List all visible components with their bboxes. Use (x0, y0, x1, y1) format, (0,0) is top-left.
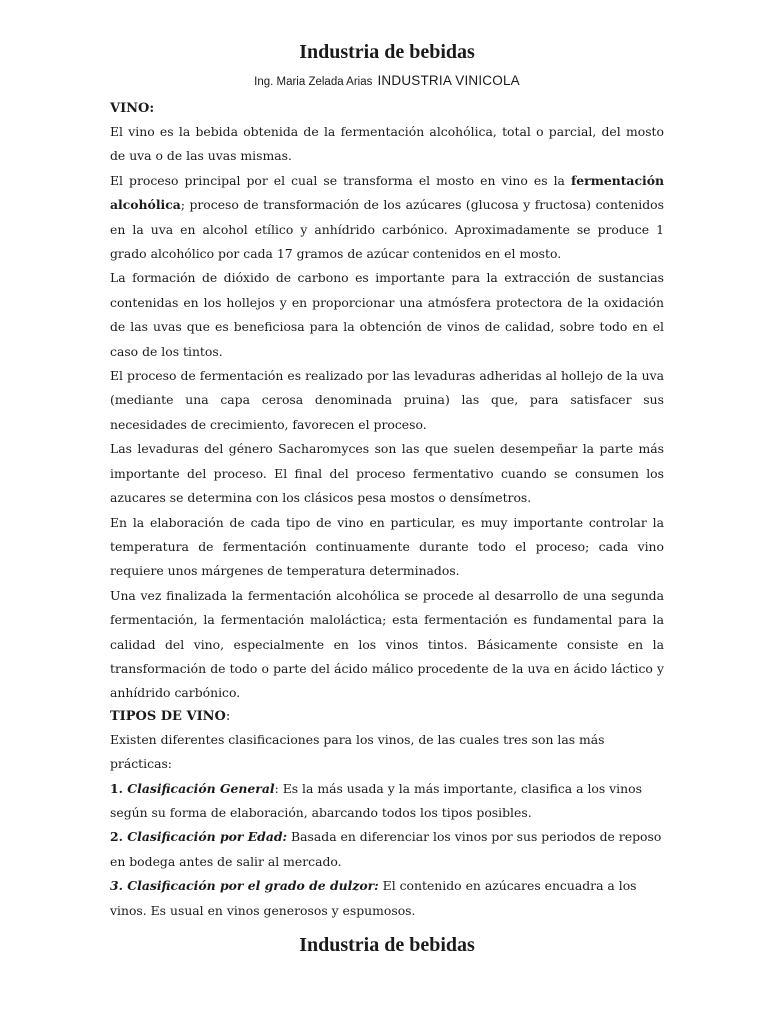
section-heading-vino: VINO: (110, 101, 155, 116)
paragraph-3: La formación de dióxido de carbono es importante para la extracción de sustancias contenidas en los hollejos y en proporcionar una atmósfera protectora de la oxidación de las uvas que es beneficiosa para la obtención de vinos de calidad, sobre todo en el caso de los tintos. (110, 270, 664, 359)
paragraph-4: El proceso de fermentación es realizado por las levaduras adheridas al hollejo de la uva (mediante una capa cerosa denominada pruina) las que, para satisfacer sus necesidades de crecimiento, favorecen el proceso. (110, 368, 664, 432)
paragraph-1: El vino es la bebida obtenida de la fermentación alcohólica, total o parcial, del mosto de uva o de las uvas mismas. (110, 124, 664, 164)
paragraph-7: Una vez finalizada la fermentación alcohólica se procede al desarrollo de una segunda fermentación, la fermentación maloláctica; esta fermentación es fundamental para la calidad del vino, especialmente en los vinos tintos. Básicamente consiste en la transformación de todo o parte del ácido málico procedente de la uva en ácido láctico y anhídrido carbónico. (110, 587, 664, 701)
classification-2-number: 2. (110, 829, 123, 845)
tipos-heading-text: TIPOS DE VINO (110, 708, 226, 724)
author-name: Ing. Maria Zelada Arias (254, 76, 373, 88)
classification-item-2 (110, 825, 664, 874)
classification-3-text: El contenido en azúcares encuadra a los vinos. Es usual en vinos generosos y espumosos. (110, 878, 637, 918)
paragraph-8: Existen diferentes clasificaciones para los vinos, de las cuales tres son las más prácticas: (110, 731, 605, 772)
classification-3-number: 3. (110, 878, 123, 894)
paragraph-2-pre: El proceso principal por el cual se transforma el mosto en vino es la (110, 172, 571, 188)
classification-2-label: Clasificación por Edad: (122, 829, 288, 845)
tipos-heading-colon: : (225, 708, 231, 724)
classification-item-1 (110, 777, 664, 826)
paragraph-5: Las levaduras del género Sacharomyces son las que suelen desempeñar la parte más importante del proceso. El final del proceso fermentativo cuando se consumen los azucares se determina con los clásicos pesa mostos o densímetros. (110, 441, 664, 506)
paragraph-2-post: ; proceso de transformación de los azúcares (glucosa y fructosa) contenidos en la uva en alcohol etílico y anhídrido carbónico. Aproximadamente se produce 1 grado alcohólico por cada 17 gramos de azúcar contenidos en el mosto. (110, 197, 664, 262)
page-title: Industria de bebidas (299, 41, 475, 63)
classification-1-text: Es la más usada y la más importante, clasifica a los vinos según su forma de elaboración, abarcando todos los tipos posibles. (110, 780, 642, 820)
paragraph-2 (110, 169, 664, 267)
section-heading-tipos (110, 706, 664, 728)
classification-3-label: Clasificación por el grado de dulzor: (122, 878, 379, 894)
classification-1-number: 1. (110, 780, 123, 796)
page-subtitle (110, 70, 664, 92)
paragraph-6: En la elaboración de cada tipo de vino en particular, es muy importante controlar la temperatura de fermentación continuamente durante todo el proceso; cada vino requiere unos márgenes de temperatura determinados. (110, 514, 664, 579)
classification-item-3 (110, 874, 664, 923)
organization-name: INDUSTRIA VINICOLA (377, 73, 520, 88)
classification-1-sep: : (274, 780, 279, 796)
paragraph-2-bold: fermentación alcohólica (110, 172, 664, 213)
classification-1-label: Clasificación General (122, 780, 275, 796)
classification-2-text: Basada en diferenciar los vinos por sus periodos de reposo en bodega antes de salir al mercado. (110, 829, 662, 869)
footer-title: Industria de bebidas (299, 934, 475, 956)
